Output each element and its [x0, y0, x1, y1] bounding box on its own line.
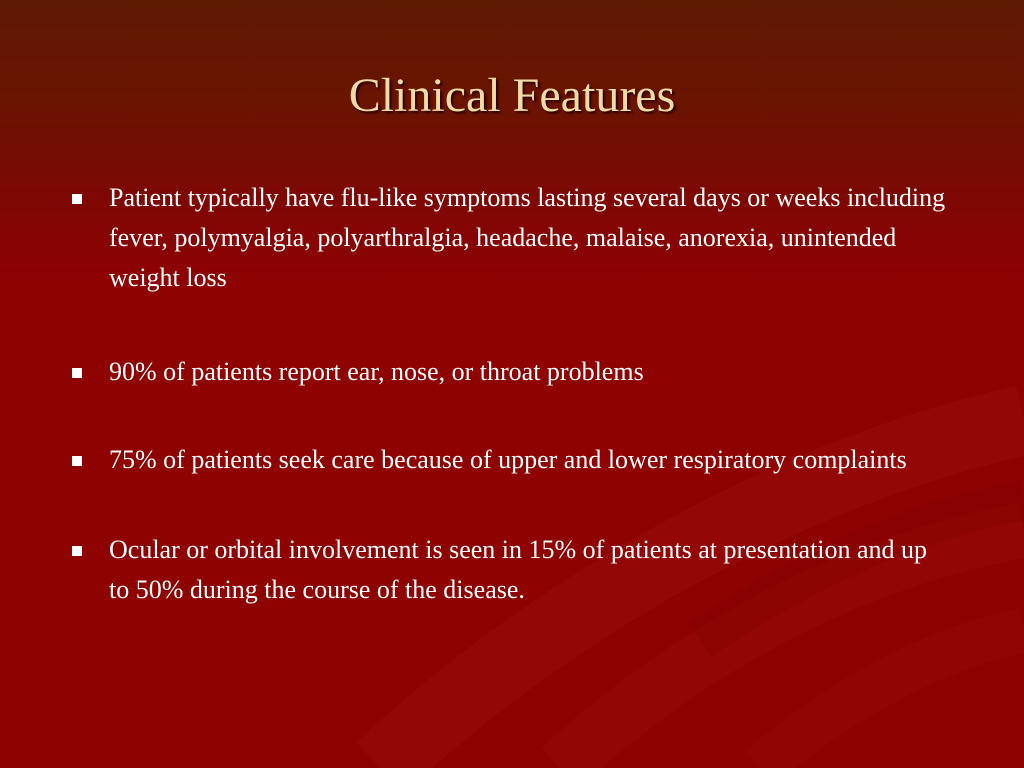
bullet-item: [70, 178, 950, 298]
bullet-item: [70, 530, 950, 610]
bullet-list: [70, 178, 950, 610]
bullet-text: Ocular or orbital involvement is seen in 15% of patients at presentation and up to 50% during the course of the disease.: [109, 535, 928, 604]
slide-title: Clinical Features: [348, 69, 676, 122]
bullet-item: [70, 352, 950, 392]
bullet-item: [70, 440, 950, 480]
square-bullet-icon: [72, 456, 82, 466]
square-bullet-icon: [72, 194, 82, 204]
square-bullet-icon: [72, 368, 82, 378]
square-bullet-icon: [72, 546, 82, 556]
bullet-text: Patient typically have flu-like symptoms lasting several days or weeks including fever, polymyalgia, polyarthralgia, headache, malaise, anorexia, unintended weight loss: [109, 183, 946, 292]
bullet-text: 75% of patients seek care because of upper and lower respiratory complaints: [109, 445, 907, 474]
bullet-text: 90% of patients report ear, nose, or throat problems: [109, 357, 644, 386]
